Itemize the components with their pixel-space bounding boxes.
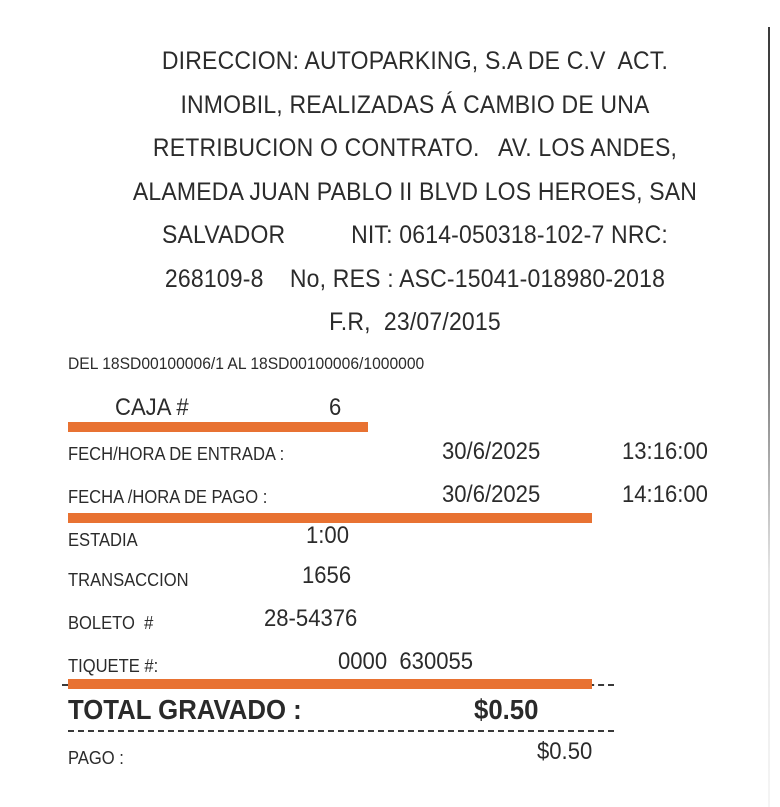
transaccion-label: TRANSACCION xyxy=(68,570,189,590)
header-line: F.R, 23/07/2015 xyxy=(329,308,501,336)
header-line: DIRECCION: AUTOPARKING, S.A DE C.V ACT. xyxy=(161,47,669,75)
pago-fecha-date: 30/6/2025 xyxy=(442,481,541,508)
total-label: TOTAL GRAVADO : xyxy=(68,694,302,725)
total-value: $0.50 xyxy=(474,694,539,725)
authorized-range: DEL 18SD00100006/1 AL 18SD00100006/1000000 xyxy=(68,354,425,373)
header-line: ALAMEDA JUAN PABLO II BLVD LOS HEROES, SAN xyxy=(132,177,698,206)
entrada-time: 13:16:00 xyxy=(622,438,708,465)
header-line: INMOBIL, REALIZADAS Á CAMBIO DE UNA xyxy=(180,90,650,119)
pago-value: $0.50 xyxy=(537,738,593,765)
receipt-header xyxy=(98,40,733,345)
boleto-value: 28-54376 xyxy=(264,605,358,632)
transaccion-value: 1656 xyxy=(302,562,352,589)
entrada-label: FECH/HORA DE ENTRADA : xyxy=(68,444,285,464)
estadia-value: 1:00 xyxy=(306,522,349,549)
caja-value: 6 xyxy=(329,394,342,421)
highlight-bar xyxy=(68,422,368,432)
pago-fecha-label: FECHA /HORA DE PAGO : xyxy=(68,487,268,507)
header-line: SALVADOR NIT: 0614-050318-102-7 NRC: xyxy=(162,221,668,249)
header-line: RETRIBUCION O CONTRATO. AV. LOS ANDES, xyxy=(152,134,678,162)
tiquete-label: TIQUETE #: xyxy=(68,656,159,676)
boleto-label: BOLETO # xyxy=(68,613,154,633)
entrada-date: 30/6/2025 xyxy=(442,438,541,465)
highlight-bar xyxy=(68,679,592,689)
caja-label: CAJA # xyxy=(115,394,189,421)
pago-fecha-time: 14:16:00 xyxy=(622,481,708,508)
pago-label: PAGO : xyxy=(68,748,124,768)
dashed-divider xyxy=(68,730,614,732)
header-line: 268109-8 No, RES : ASC-15041-018980-2018 xyxy=(164,264,666,293)
page-edge-line xyxy=(768,27,770,807)
estadia-label: ESTADIA xyxy=(68,530,138,550)
tiquete-value: 0000 630055 xyxy=(338,648,474,675)
